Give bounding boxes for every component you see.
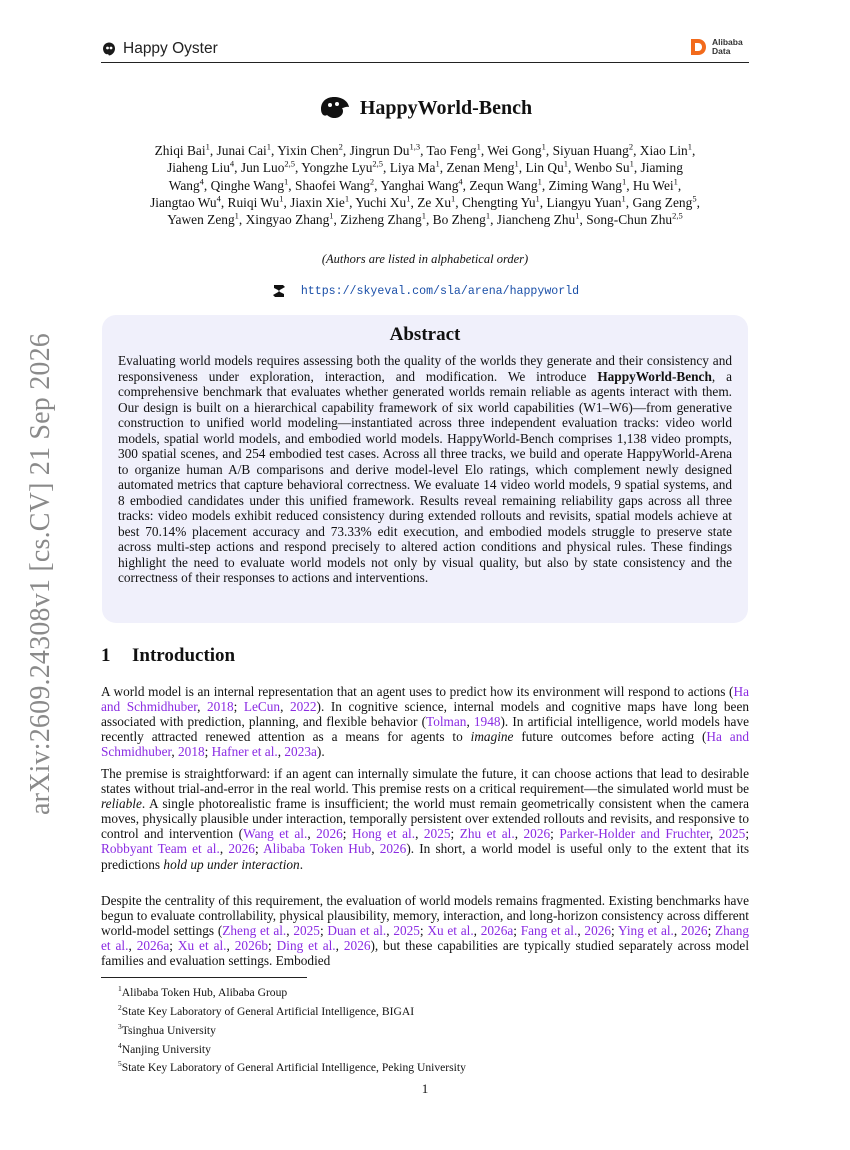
author-name: Chengting Yu — [462, 194, 536, 210]
citation-link[interactable]: Fang et al. — [520, 923, 578, 939]
author-name: Xiao Lin — [639, 143, 688, 158]
italic-text: reliable — [101, 796, 142, 812]
author-affiliation-mark: 1 — [537, 176, 542, 187]
citation-link[interactable]: 1948 — [473, 714, 501, 730]
author-name: Wenbo Su — [574, 160, 630, 176]
author-name: Qinghe Wang — [210, 177, 285, 193]
footnote-text: Alibaba Token Hub, Alibaba Group — [121, 985, 288, 999]
citation-link[interactable]: 2018 — [207, 699, 234, 715]
author-affiliation-mark: 1 — [344, 193, 350, 204]
author-name: Tao Feng — [426, 143, 477, 158]
author-affiliation-mark: 4 — [458, 176, 463, 187]
author-name: Zenan Meng — [446, 160, 515, 176]
title-block — [0, 95, 850, 121]
citation-link[interactable]: 2025 — [423, 826, 451, 842]
citation-link[interactable]: Zhang et al. — [101, 923, 749, 954]
author-affiliation-mark: 2,5 — [372, 158, 384, 169]
author-affiliation-mark: 5 — [692, 193, 697, 204]
author-affiliation-mark: 1 — [687, 141, 693, 152]
citation-link[interactable]: 2026a — [136, 938, 170, 954]
citation-link[interactable]: 2026 — [379, 841, 407, 857]
author-affiliation-mark: 1 — [406, 193, 411, 204]
section-heading-introduction — [101, 645, 235, 667]
author-affiliation-mark: 1 — [279, 193, 284, 204]
author-name: Yixin Chen — [277, 143, 339, 158]
footnote-mark: 1 — [118, 984, 122, 993]
citation-link[interactable]: 2026a — [480, 923, 514, 939]
author-name: Gang Zeng — [632, 194, 693, 210]
citation-link[interactable]: 2026 — [228, 841, 255, 857]
citation-link[interactable]: Alibaba Token Hub — [263, 841, 372, 857]
author-affiliation-mark: 1 — [284, 176, 289, 187]
italic-text: imagine — [470, 729, 514, 745]
author-affiliation-mark: 1 — [629, 158, 634, 169]
author-note: (Authors are listed in alphabetical order) — [321, 252, 529, 266]
citation-link[interactable]: Zhu et al. — [459, 826, 515, 842]
citation-link[interactable]: Ding et al. — [276, 938, 336, 954]
abstract-heading: Abstract — [389, 324, 461, 345]
author-affiliation-mark: 1 — [621, 193, 626, 204]
author-name: Ze Xu — [417, 194, 452, 210]
author-affiliation-mark: 1 — [234, 210, 239, 221]
alibaba-data-logo-icon — [688, 37, 708, 57]
author-name: Yongzhe Lyu — [301, 160, 373, 176]
citation-link[interactable]: Parker-Holder and Fruchter — [559, 826, 710, 842]
author-affiliation-mark: 1 — [329, 210, 334, 221]
author-affiliation-mark: 2 — [628, 141, 634, 152]
footnote-mark: 5 — [118, 1059, 122, 1069]
author-affiliation-mark: 1 — [205, 141, 210, 152]
author-affiliation-mark: 1 — [435, 158, 440, 169]
section-number: 1 — [101, 645, 111, 666]
citation-link[interactable]: Wang et al. — [243, 826, 308, 842]
author-name: Xingyao Zhang — [245, 212, 330, 228]
author-name: Lin Qu — [525, 160, 564, 176]
citation-link[interactable]: 2025 — [293, 923, 320, 939]
footnote-mark: 4 — [118, 1040, 122, 1050]
citation-link[interactable]: 2026 — [584, 923, 612, 939]
citation-link[interactable]: Tolman — [426, 714, 467, 730]
author-affiliation-mark: 1 — [266, 141, 272, 152]
citation-link[interactable]: LeCun — [243, 699, 281, 715]
brand-line-1: Alibaba — [712, 37, 743, 47]
author-name: Zizheng Zhang — [340, 212, 422, 228]
footnote-text: State Key Laboratory of General Artificial Intelligence, BIGAI — [121, 1004, 415, 1018]
author-name: Jiaheng Liu — [167, 160, 230, 176]
citation-link[interactable]: 2026 — [316, 826, 343, 842]
author-name: Shaofei Wang — [295, 177, 370, 193]
author-name: Yawen Zeng — [167, 212, 235, 228]
citation-link[interactable]: Xu et al. — [427, 923, 474, 939]
brand-line-2: Data — [712, 46, 731, 56]
author-affiliation-mark: 1 — [535, 193, 540, 204]
section-title: Introduction — [132, 645, 236, 666]
footnote-mark: 2 — [118, 1002, 122, 1012]
author-affiliation-mark: 2 — [369, 176, 375, 187]
author-name: Jiaxin Xie — [290, 194, 345, 210]
intro-paragraph-1: A world model is an internal representation that an agent uses to predict how its environment will respond to actions (Ha and Schmidhuber, 2018; LeCun, 2022). In cognitive science, internal models and cognitive maps have long been associated with prediction, planning, and flexible behavior (Tolman, 1948). In artificial intelligence, world models have recently attracted renewed attention as a means for agents to imagine future outcomes before acting (Ha and Schmidhuber, 2018; Hafner et al., 2023a). — [101, 684, 749, 760]
citation-link[interactable]: Ying et al. — [617, 923, 674, 939]
author-affiliation-mark: 4 — [229, 158, 235, 169]
arxiv-stamp: arXiv:2609.24308v1 [cs.CV] 21 Sep 2026 — [25, 332, 56, 815]
footnote — [118, 1038, 466, 1057]
author-affiliation-mark: 2,5 — [672, 210, 683, 221]
citation-link[interactable]: Zheng et al. — [222, 923, 287, 939]
author-affiliation-mark: 1 — [421, 210, 426, 221]
footnote-text: Nanjing University — [121, 1042, 211, 1056]
author-name: Bo Zheng — [432, 212, 486, 228]
header-rule — [101, 62, 749, 63]
author-name: Yanghai Wang — [380, 177, 459, 193]
intro-paragraph-2: The premise is straightforward: if an agent can internally simulate the future, it can choose actions that lead to desirable states without trial-and-error in the real world. This premise rests on a critical requirement—the simulated world must be reliable. A single photorealistic frame is insufficient; the world must remain geometrically consistent when the camera moves, physically plausible under interaction, temporally persistent over extended rollouts and revisits, and responsive to control and intervention (Wang et al., 2026; Hong et al., 2025; Zhu et al., 2026; Parker-Holder and Fruchter, 2025; Robbyant Team et al., 2026; Alibaba Token Hub, 2026). In short, a world model is useful only to the extent that its predictions hold up under interaction. — [101, 766, 750, 872]
citation-link[interactable]: 2026 — [680, 923, 708, 939]
author-name: Siyuan Huang — [552, 143, 629, 158]
author-affiliation-mark: 1 — [485, 210, 491, 221]
author-name: Ziming Wang — [548, 177, 622, 193]
author-name: Jiangtao Wu — [150, 194, 217, 210]
author-name: Junai Cai — [216, 143, 267, 158]
project-link-row — [0, 283, 850, 299]
footnote — [118, 1056, 466, 1075]
citation-link[interactable]: 2022 — [289, 699, 317, 715]
author-name: Yuchi Xu — [355, 194, 407, 210]
abstract-text: Evaluating world models requires assessing both the quality of the worlds they generate and their consistency and responsiveness under exploration, interaction, and modification. We introduce HappyWorld-Bench, a comprehensive benchmark that evaluates whether generated worlds remain reliable as agents interact with them. Our design is built on a hierarchical capability framework of six world capabilities (W1–W6)—from generative construction to unified world modeling—instantiated across three independent evaluation tracks: video world models, spatial world models, and embodied world models. HappyWorld-Bench comprises 1,138 video prompts, 300 spatial scenes, and 254 embodied test cases. Across all three tracks, we build and operate HappyWorld-Arena to organize human A/B comparisons and derive model-level Elo ratings, which complement newly designed automated metrics that capture behavioral correctness. We evaluate 14 video world models, 9 spatial systems, and 8 embodied candidates under this unified framework. Results reveal remaining reliability gaps across all three tracks: video models exhibit reduced consistency during extended rollouts and revisits, spatial models achieve at best 70.14% placement accuracy and 73.33% edit execution, and embodied models struggle to preserve state across multi-step actions and respond precisely to altered action conditions and physical rules. These findings highlight the need to evaluate world models not only by visual quality, but also by state consistency and the correctness of their responses to actions and interventions. — [118, 353, 732, 585]
citation-link[interactable]: Xu et al. — [177, 938, 227, 954]
author-name: Hu Wei — [632, 177, 674, 193]
running-header-left — [101, 38, 218, 60]
italic-text: hold up under interaction — [163, 856, 300, 872]
author-name: Zequn Wang — [469, 177, 538, 193]
bold-text: HappyWorld-Bench — [597, 368, 712, 384]
oyster-logo-icon — [101, 41, 117, 57]
author-affiliation-mark: 4 — [199, 176, 204, 187]
author-affiliation-mark: 1 — [451, 193, 456, 204]
author-affiliation-mark: 1 — [621, 176, 627, 187]
author-affiliation-mark: 1 — [563, 158, 569, 169]
footnote — [118, 981, 466, 1000]
running-header-right — [688, 37, 743, 57]
citation-link[interactable]: Hong et al. — [351, 826, 416, 842]
project-link-icon — [271, 283, 287, 299]
author-affiliation-mark: 1 — [541, 141, 546, 152]
citation-link[interactable]: 2023a — [284, 744, 317, 760]
footnotes — [118, 981, 466, 1075]
citation-link[interactable]: 2026 — [523, 826, 551, 842]
author-affiliation-mark: 1 — [514, 158, 519, 169]
citation-link[interactable]: 2025 — [718, 826, 746, 842]
author-affiliation-mark: 1 — [575, 210, 580, 221]
page-number: 1 — [421, 1081, 429, 1096]
footnote — [118, 1000, 466, 1019]
author-name: Jun Luo — [240, 160, 285, 176]
citation-link[interactable]: Ha and Schmidhuber — [101, 684, 749, 715]
footnote-text: Tsinghua University — [121, 1023, 216, 1037]
author-affiliation-mark: 1,3 — [409, 141, 421, 152]
author-affiliation-mark: 2,5 — [284, 158, 296, 169]
citation-link[interactable]: 2026 — [343, 938, 371, 954]
happyworld-logo-icon — [318, 95, 352, 121]
author-affiliation-mark: 1 — [673, 176, 678, 187]
author-affiliation-mark: 4 — [216, 193, 221, 204]
citation-link[interactable]: Hafner et al. — [211, 744, 278, 760]
paper-title: HappyWorld-Bench — [359, 96, 533, 119]
citation-link[interactable]: Robbyant Team et al. — [101, 841, 220, 857]
author-name: Wei Gong — [487, 143, 542, 158]
citation-link[interactable]: 2025 — [393, 923, 420, 939]
intro-paragraph-3: Despite the centrality of this requirement, the evaluation of world models remains fragmented. Existing benchmarks have begun to evaluate controllability, physical plausibility, memory, interaction, and long-horizon consistency across different world-model settings (Zheng et al., 2025; Duan et al., 2025; Xu et al., 2026a; Fang et al., 2026; Ying et al., 2026; Zhang et al., 2026a; Xu et al., 2026b; Ding et al., 2026), but these capabilities are typically studied separately across model families and evaluation settings. Embodied — [101, 893, 750, 969]
author-name: Ruiqi Wu — [227, 194, 280, 210]
author-name: Jiancheng Zhu — [496, 212, 576, 228]
citation-link[interactable]: Ha and Schmidhuber — [101, 729, 749, 760]
header-label: Happy Oyster — [123, 40, 218, 57]
author-list: Zhiqi Bai$^1$, Junai Cai$^1$, Yixin Chen$^2$, Jingrun Du$^{1,3}$, Tao Feng$^1$, Wei Gong$^1$, Siyuan Huang$^2$, Xiao Lin$^1$, Jiaheng Liu$^4$, Jun Luo$^{2,5}$, Yongzhe Lyu$^{2,5}$, Liya Ma$^1$, Zenan Meng$^1$, Lin Qu$^1$, Wenbo Su$^1$, Jiaming Wang$^4$, Qinghe Wang$^1$, Shaofei Wang$^2$, Yanghai Wang$^4$, Zequn Wang$^1$, Ziming Wang$^1$, Hu Wei$^1$, Jiangtao Wu$^4$, Ruiqi Wu$^1$, Jiaxin Xie$^1$, Yuchi Xu$^1$, Ze Xu$^1$, Chengting Yu$^1$, Liangyu Yuan$^1$, Gang Zeng$^5$, Yawen Zeng$^1$, Xingyao Zhang$^1$, Zizheng Zhang$^1$, Bo Zheng$^1$, Jiancheng Zhu$^1$, Song-Chun Zhu$^{2,5}$ — [150, 141, 700, 228]
citation-link[interactable]: 2018 — [178, 744, 205, 760]
author-affiliation-mark: 2 — [338, 141, 343, 152]
footnote — [118, 1019, 466, 1038]
author-name: Liya Ma — [389, 160, 436, 176]
citation-link[interactable]: Duan et al. — [327, 923, 387, 939]
citation-link[interactable]: 2026b — [234, 938, 269, 954]
footnote-mark: 3 — [118, 1021, 122, 1031]
author-name: Zhiqi Bai — [154, 143, 206, 158]
footnote-text: State Key Laboratory of General Artificial Intelligence, Peking University — [121, 1061, 466, 1075]
author-affiliation-mark: 1 — [476, 141, 481, 152]
author-name: Liangyu Yuan — [546, 194, 622, 210]
author-name: Jiaming Wang — [168, 160, 683, 193]
author-name: Song-Chun Zhu — [586, 212, 673, 228]
footnote-rule — [101, 977, 307, 978]
author-name: Jingrun Du — [349, 143, 410, 158]
project-url-link[interactable]: https://skyeval.com/sla/arena/happyworld — [300, 284, 580, 298]
